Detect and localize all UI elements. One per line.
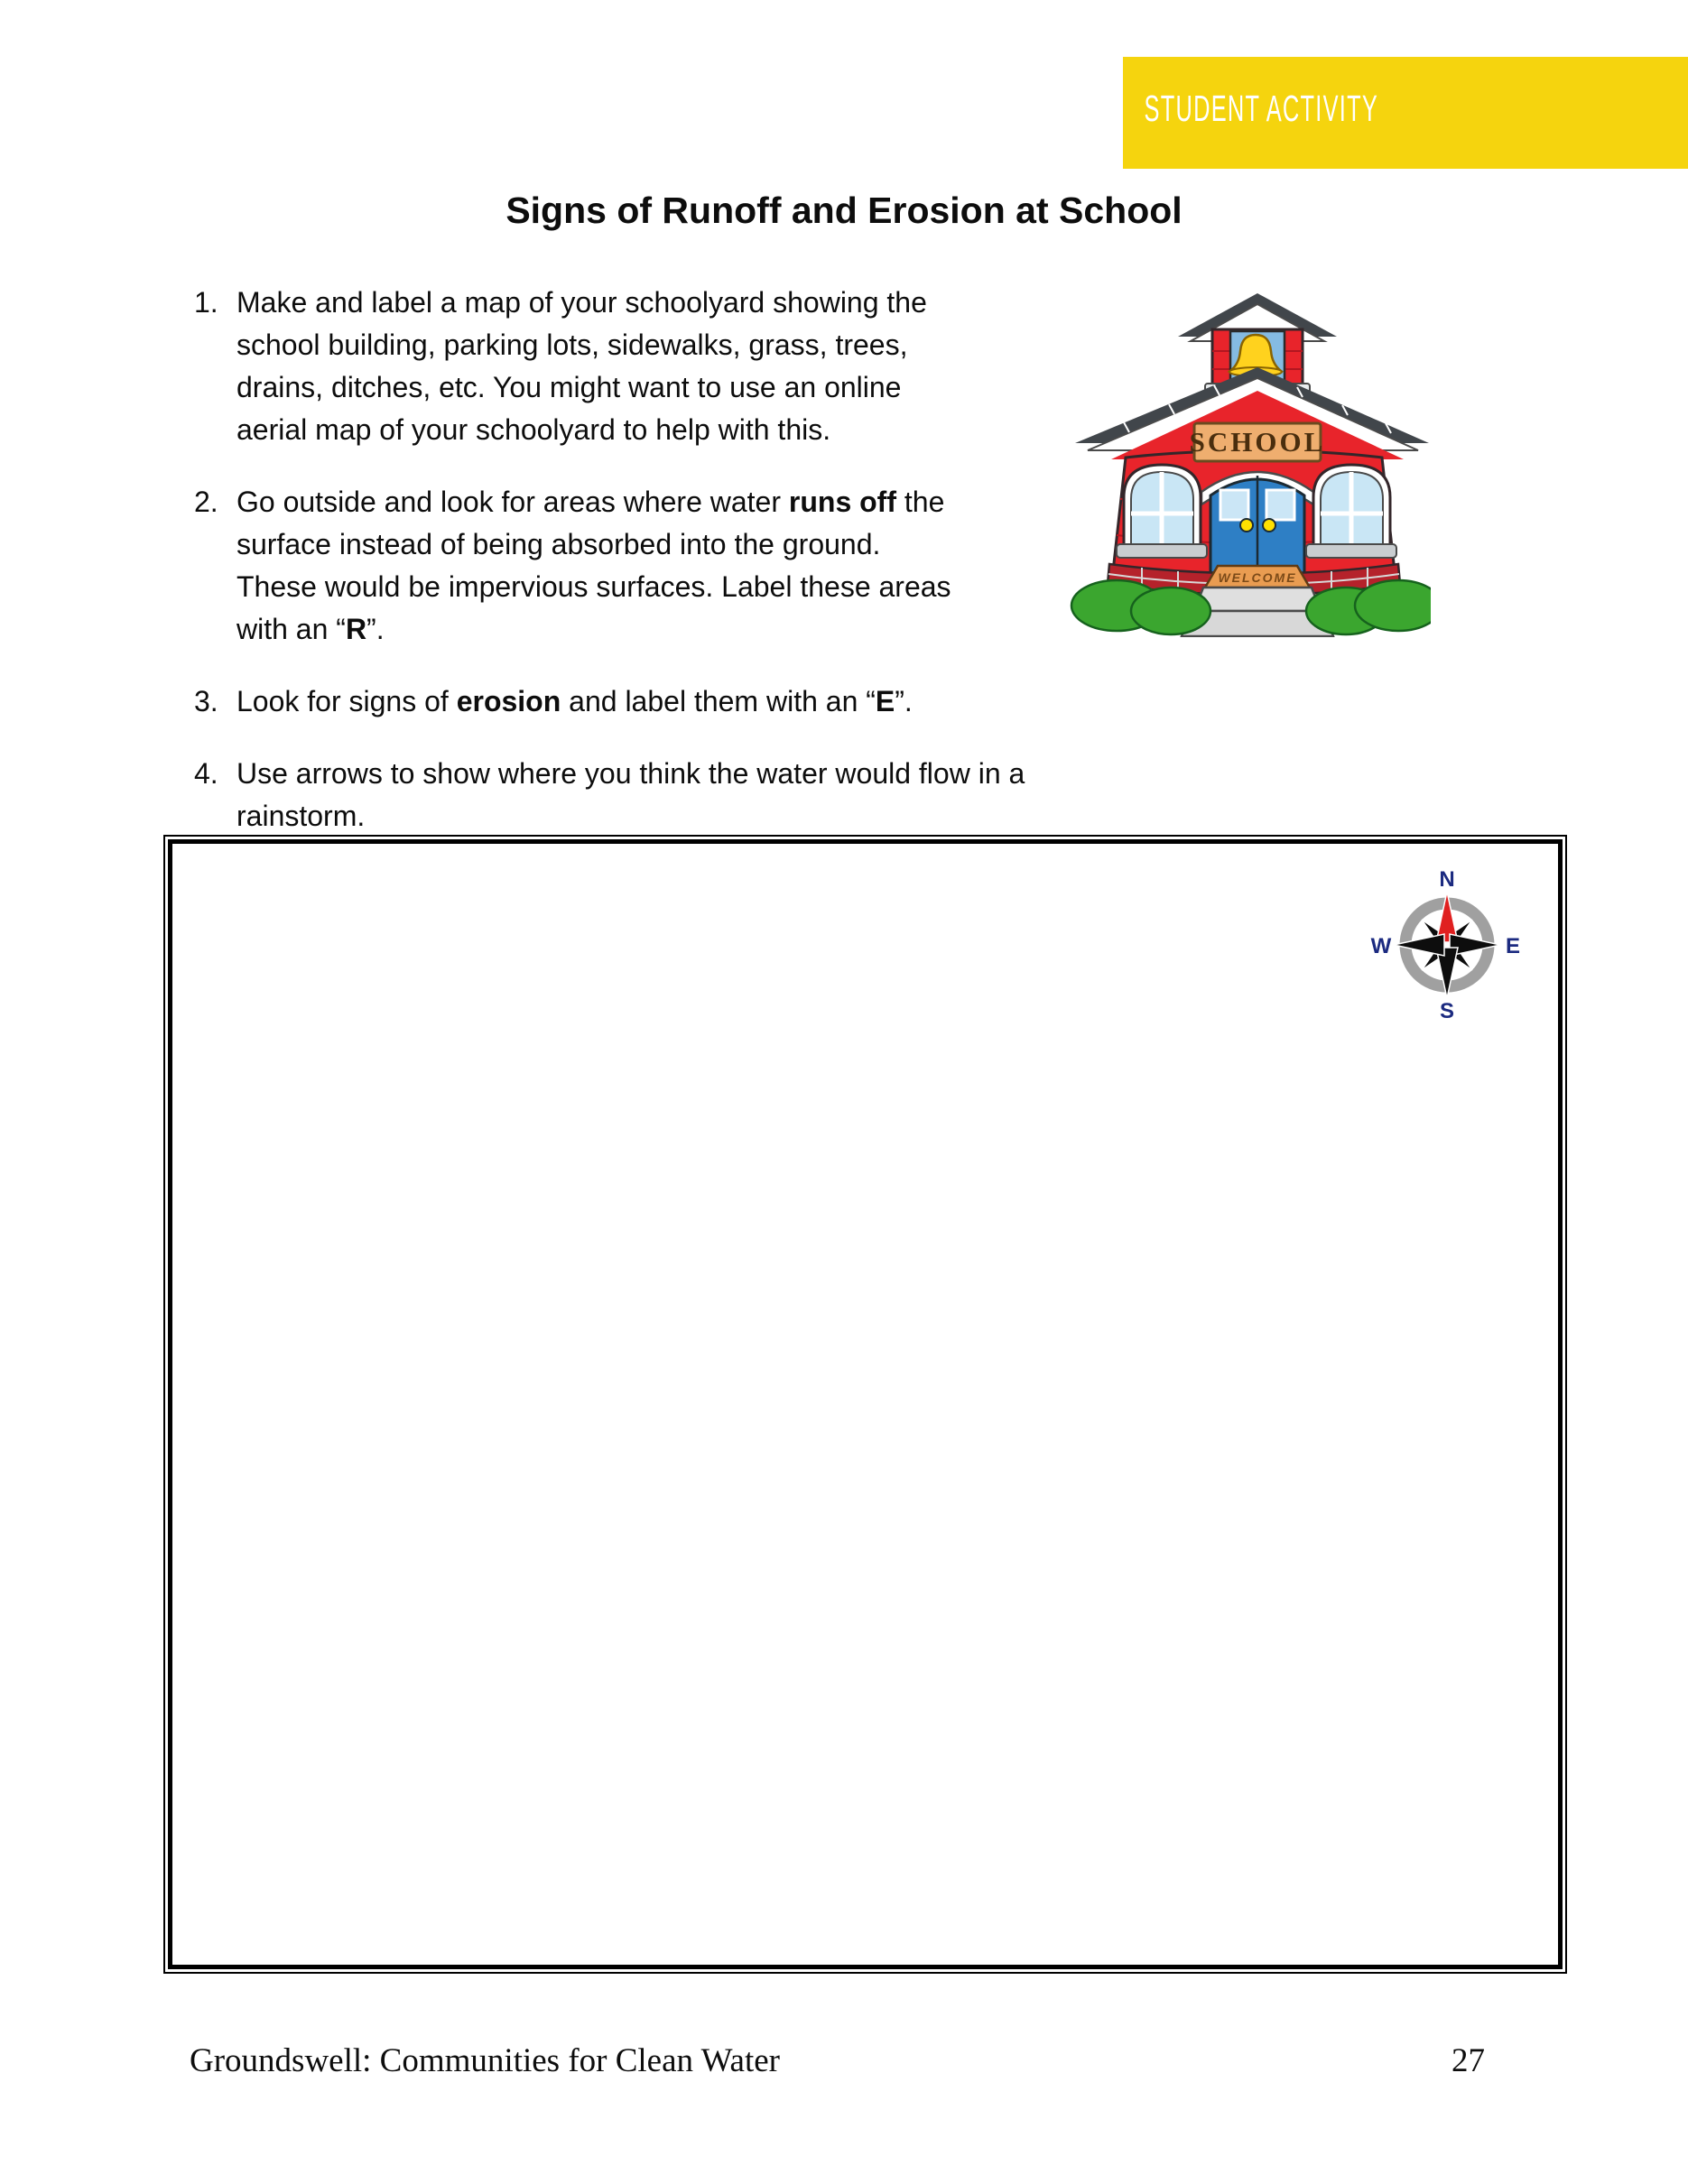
instruction-line: aerial map of your schoolyard to help with this. bbox=[237, 413, 831, 446]
compass-rose-icon bbox=[1370, 868, 1524, 1022]
schoolhouse-illustration bbox=[1070, 290, 1431, 637]
instruction-line: with an “R”. bbox=[237, 613, 385, 645]
footer-text: Groundswell: Communities for Clean Water bbox=[190, 2042, 781, 2079]
school-sign-label: SCHOOL bbox=[1189, 426, 1326, 458]
page-number: 27 bbox=[1451, 2042, 1485, 2079]
compass-east-label: E bbox=[1505, 934, 1521, 958]
instruction-number: 2. bbox=[194, 486, 218, 518]
student-activity-banner bbox=[1123, 57, 1688, 169]
banner-label: STUDENT ACTIVITY bbox=[1144, 88, 1379, 129]
instruction-item bbox=[194, 753, 1368, 838]
page-title: Signs of Runoff and Erosion at School bbox=[505, 190, 1183, 231]
schoolhouse-icon bbox=[1070, 290, 1431, 637]
instruction-line: 2. Go outside and look for areas where water runs off the bbox=[194, 481, 1368, 523]
compass-north-label: N bbox=[1439, 868, 1455, 892]
compass-south-label: S bbox=[1439, 999, 1455, 1022]
instruction-number: 4. bbox=[194, 757, 218, 790]
instruction-number: 3. bbox=[194, 685, 218, 717]
compass-west-label: W bbox=[1370, 934, 1392, 958]
map-drawing-area[interactable] bbox=[168, 839, 1563, 1969]
instruction-line: 3. Look for signs of erosion and label them with an “E”. bbox=[194, 680, 1368, 723]
instruction-number: 1. bbox=[194, 286, 218, 319]
instruction-line: 4. Use arrows to show where you think the water would flow in a bbox=[194, 753, 1368, 795]
instruction-line: rainstorm. bbox=[237, 800, 366, 832]
welcome-mat-label: WELCOME bbox=[1218, 570, 1297, 585]
instruction-line: 1. Make and label a map of your schoolyard showing the bbox=[194, 282, 1368, 324]
instruction-line: drains, ditches, etc. You might want to use an online bbox=[237, 371, 902, 403]
instruction-line: These would be impervious surfaces. Label these areas bbox=[237, 570, 951, 603]
instruction-item bbox=[194, 680, 1368, 723]
instruction-line: school building, parking lots, sidewalks, grass, trees, bbox=[237, 329, 908, 361]
instruction-line: surface instead of being absorbed into the ground. bbox=[237, 528, 881, 560]
